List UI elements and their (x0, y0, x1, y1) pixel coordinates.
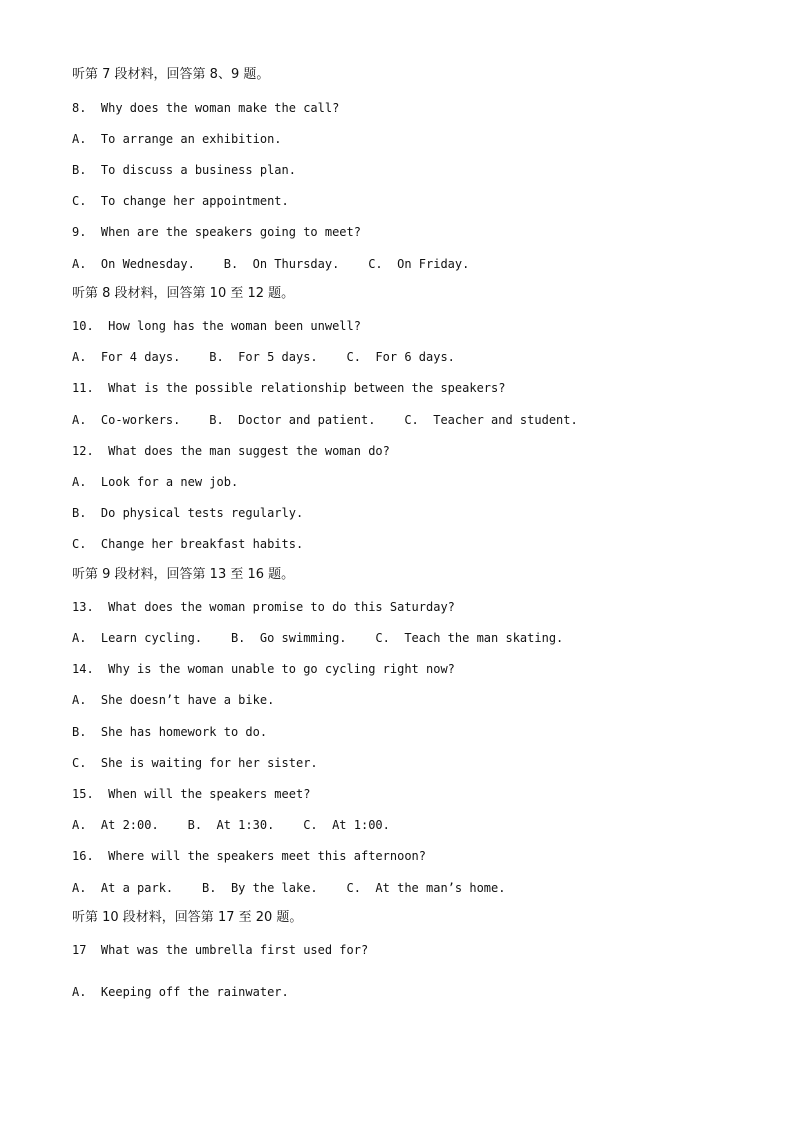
option-12c: C. Change her breakfast habits. (72, 537, 304, 551)
question-14: 14. Why is the woman unable to go cycling right now? (72, 662, 455, 676)
question-16: 16. Where will the speakers meet this afternoon? (72, 849, 427, 863)
question-11: 11. What is the possible relationship between the speakers? (72, 381, 506, 395)
section-heading-10: 听第 10 段材料，回答第 17 至 20 题。 (72, 910, 303, 925)
option-8a: A. To arrange an exhibition. (72, 132, 282, 146)
question-15: 15. When will the speakers meet? (72, 787, 311, 801)
section-heading-8: 听第 8 段材料，回答第 10 至 12 题。 (72, 286, 295, 301)
options-16: A. At a park. B. By the lake. C. At the man’s home. (72, 881, 506, 895)
options-13: A. Learn cycling. B. Go swimming. C. Teach the man skating. (72, 631, 564, 645)
question-10: 10. How long has the woman been unwell? (72, 319, 361, 333)
question-17: 17 What was the umbrella first used for? (72, 943, 369, 957)
question-8: 8. Why does the woman make the call? (72, 101, 340, 115)
question-12: 12. What does the man suggest the woman do? (72, 444, 390, 458)
option-14b: B. She has homework to do. (72, 725, 268, 739)
option-12a: A. Look for a new job. (72, 475, 239, 489)
option-12b: B. Do physical tests regularly. (72, 506, 304, 520)
option-14c: C. She is waiting for her sister. (72, 756, 318, 770)
options-9: A. On Wednesday. B. On Thursday. C. On Friday. (72, 257, 470, 271)
options-10: A. For 4 days. B. For 5 days. C. For 6 days. (72, 350, 455, 364)
options-11: A. Co-workers. B. Doctor and patient. C. Teacher and student. (72, 413, 578, 427)
section-heading-9: 听第 9 段材料，回答第 13 至 16 题。 (72, 567, 295, 582)
question-13: 13. What does the woman promise to do this Saturday? (72, 600, 455, 614)
option-14a: A. She doesn’t have a bike. (72, 693, 275, 707)
section-heading-7: 听第 7 段材料，回答第 8、9 题。 (72, 67, 270, 82)
option-17a: A. Keeping off the rainwater. (72, 985, 289, 999)
option-8b: B. To discuss a business plan. (72, 163, 296, 177)
question-9: 9. When are the speakers going to meet? (72, 225, 361, 239)
option-8c: C. To change her appointment. (72, 194, 289, 208)
options-15: A. At 2:00. B. At 1:30. C. At 1:00. (72, 818, 390, 832)
